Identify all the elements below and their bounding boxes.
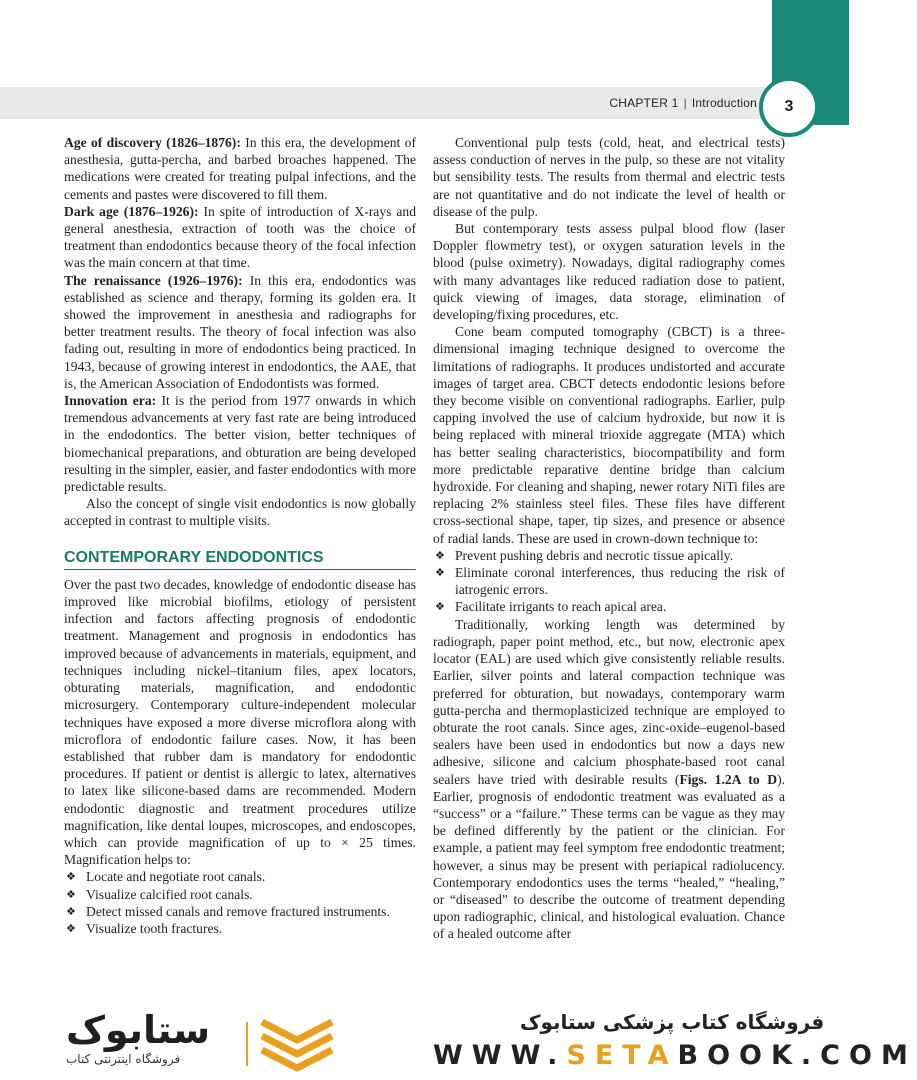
- store-name: فروشگاه کتاب پزشکی ستابوک: [520, 1010, 825, 1034]
- section-label: Introduction: [691, 96, 757, 110]
- logo-wordmark: ستابوک: [66, 1008, 211, 1052]
- list-item: [64, 868, 416, 885]
- left-column: [64, 134, 416, 937]
- list-item-text: Facilitate irrigants to reach apical area.: [455, 599, 667, 615]
- era-heading: Dark age (1876–1926):: [64, 203, 199, 219]
- list-item-text: Eliminate coronal interferences, thus reducing the risk of iatrogenic errors.: [455, 565, 785, 598]
- diamond-bullet-icon: ❖: [66, 870, 76, 884]
- paragraph: Also the concept of single visit endodontics is now globally accepted in contrast to multiple visits.: [64, 496, 416, 529]
- diamond-bullet-icon: ❖: [66, 887, 76, 901]
- list-item: [433, 547, 785, 564]
- list-item: [64, 920, 416, 937]
- list-item: [433, 564, 785, 598]
- list-item-text: Detect missed canals and remove fractured instruments.: [86, 903, 390, 919]
- bullet-list: [64, 868, 416, 937]
- bullet-list: [433, 547, 785, 616]
- diamond-bullet-icon: ❖: [435, 600, 445, 614]
- list-item-text: Locate and negotiate root canals.: [86, 869, 266, 885]
- header-separator: |: [683, 96, 687, 110]
- paragraph: Over the past two decades, knowledge of endodontic disease has improved like microbial biofilms, etiology of persistent infection and factors affecting prognosis of endodontic treatment. Management and prognosis in endodontics has improved because of advancements in materials, equipment, and techniques including nickel–titanium files, apex locators, obturating materials, magnification, and endodontic microsurgery. Contemporary culture-independent molecular techniques have exposed a more diverse microflora along with microflora of endodontic failure cases. Now, it has been established that rubber dam is mandatory for endodontic procedures. If patient or dentist is allergic to latex, alternatives to latex like silicone-based dams are recommended. Modern endodontic diagnostic and treatment procedures utilize magnification, like dental loupes, microscopes, and endoscopes, which can provide magnification of up to × 25 times. Magnification helps to:: [64, 576, 416, 868]
- right-column: [433, 134, 785, 943]
- list-item-text: Prevent pushing debris and necrotic tissue apically.: [455, 547, 734, 563]
- footer-fade: [0, 958, 849, 988]
- chapter-label: CHAPTER 1: [609, 96, 679, 110]
- era-heading: Age of discovery (1826–1876):: [64, 135, 241, 150]
- list-item-text: Visualize calcified root canals.: [86, 886, 253, 902]
- paragraph-text: It is the period from 1977 onwards in which tremendous advancements at very fast rate are being introduced in the endodontics. The better vision, better techniques of biomechanical preparations, and obturation are being developed resulting in the simpler, easier, and faster endodontics with more predictable results.: [64, 393, 416, 495]
- page-number: 3: [759, 77, 819, 137]
- paragraph-text: In this era, endodontics was established as science and therapy, forming its golden era. It showed the improvement in anesthesia and radiographs for better treatment results. The theory of focal infection was also fading out, resulting in more of endodontics being practiced. In 1943, because of growing interest in endodontics, the AAE, that is, the American Association of Endodontists was formed.: [64, 272, 416, 391]
- list-item: [64, 903, 416, 920]
- logo-divider: [246, 1022, 248, 1066]
- url-part: BOOK.COM: [677, 1040, 917, 1071]
- paragraph-text: ). Earlier, prognosis of endodontic treatment was evaluated as a “success” or a “failure.” These terms can be vague as they may be defined differently by the patient or the clinician. For example, a patient may feel symptom free endodontic treatment; however, a sinus may be present with periapical radiolucency. Contemporary endodontics uses the terms “healed,” “healing,” or “diseased” to describe the outcome of treatment depending upon radiographic, clinical, and histological evaluation. Chance of a healed outcome after: [433, 771, 785, 942]
- paragraph: [64, 203, 416, 272]
- diamond-bullet-icon: ❖: [66, 921, 76, 935]
- diamond-bullet-icon: ❖: [435, 548, 445, 562]
- paragraph-text: In this era, the development of anesthesia, gutta-percha, and barbed broaches happened. The medications were created for treating pulpal infections, and the cements and pastes were discovered to fill them.: [64, 135, 416, 202]
- era-heading: The renaissance (1926–1976):: [64, 272, 243, 288]
- paragraph: [64, 272, 416, 392]
- chevron-logo-icon: [258, 1016, 336, 1072]
- paragraph: [433, 616, 785, 943]
- paragraph: Conventional pulp tests (cold, heat, and electrical tests) assess conduction of nerves in the pulp, so these are not vitality but sensibility tests. The results from thermal and electric tests are not quantitative and do not indicate the level of health or disease of the pulp.: [433, 135, 785, 219]
- list-item: [64, 886, 416, 903]
- list-item-text: Visualize tooth fractures.: [86, 920, 223, 936]
- paragraph: But contemporary tests assess pulpal blood flow (laser Doppler flowmetry test), or oxygen saturation levels in the blood (pulse oximetry). Nowadays, digital radiography comes with many advantages like reduced radiation dose to patient, quick viewing of images, data storage, elimination of developing/fixing procedures, etc.: [433, 221, 785, 323]
- logo-tagline: فروشگاه اینترنتی کتاب: [66, 1052, 181, 1066]
- diamond-bullet-icon: ❖: [435, 566, 445, 580]
- url-part: WWW.: [433, 1040, 567, 1071]
- setabook-logo: [66, 1010, 246, 1070]
- paragraph: [64, 392, 416, 495]
- section-heading: CONTEMPORARY ENDODONTICS: [64, 549, 416, 570]
- list-item: [433, 598, 785, 615]
- era-heading: Innovation era:: [64, 393, 157, 409]
- paragraph: Cone beam computed tomography (CBCT) is a three-dimensional imaging technique designed to overcome the limitations of radiographs. It produces undistorted and accurate images of target area. CBCT detects endodontic lesions before they become visible on conventional radiographs. Earlier, pulp capping involved the use of calcium hydroxide, but now it is being replaced with mineral trioxide aggregate (MTA) which has better sealing characteristics, biocompatibility and form more predictable reparative dentine bridge than calcium hydroxide. For cleaning and shaping, newer rotary NiTi files are replacing 2% stainless steel files. These files have different cross-sectional shape, taper, tip sizes, and presence or absence of radial lands. These are used in crown-down technique to:: [433, 324, 785, 546]
- paragraph: [64, 134, 416, 203]
- running-header: [609, 96, 757, 110]
- paragraph-text: In spite of introduction of X-rays and general anesthesia, extraction of tooth was the choice of treatment than endodontics because theory of the focal infection was the main concern at that time.: [64, 203, 416, 271]
- figure-reference: Figs. 1.2A to D: [679, 771, 778, 787]
- diamond-bullet-icon: ❖: [66, 904, 76, 918]
- store-url[interactable]: [433, 1040, 917, 1071]
- paragraph-text: Traditionally, working length was determined by radiograph, paper point method, etc., but now, electronic apex locator (EAL) are used which give consistently reliable results. Earlier, silver points and lateral compaction technique was preferred for obturation, but nowadays, contemporary warm gutta-percha and thermoplasticized technique are employed to obturate the root canals. Since ages, zinc-oxide–eugenol-based sealers have been used in endodontics but now a days new adhesive, silicone and calcium phosphate-based root canal sealers have tried with desirable results (: [433, 616, 785, 787]
- url-highlight: SETA: [566, 1040, 678, 1071]
